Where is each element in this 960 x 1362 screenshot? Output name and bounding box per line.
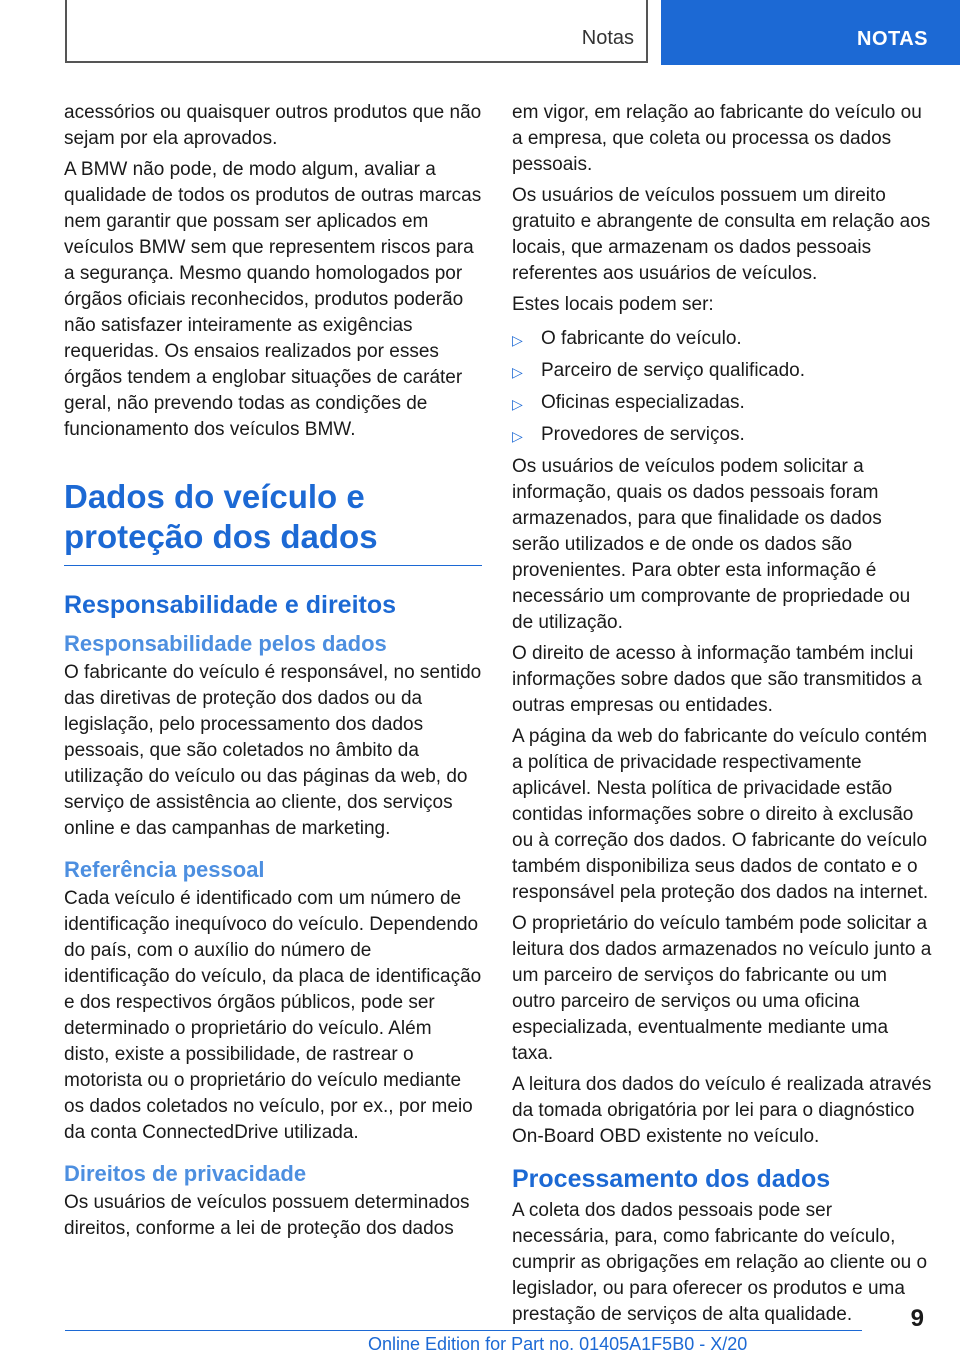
- paragraph: O fabricante do veículo é responsável, no sentido das diretivas de proteção dos dados ou da legislação, pelo processamento dos dados pessoais, que são coletados no âmbito da utilização do veículo ou das páginas da web, do serviço de assistência ao cliente, dos serviços online e das campanhas de marketing.: [64, 662, 482, 839]
- list-item: ▷ Oficinas especializadas.: [512, 390, 932, 416]
- triangle-bullet-icon: ▷: [512, 428, 523, 444]
- paragraph: A BMW não pode, de modo algum, avaliar a qualidade de todos os produtos de outras marcas nem garantir que possam ser aplicados em veículos BMW sem que representem riscos para a segurança. Mesmo quando homologados por órgãos oficiais reconhecidos, produtos poderão não satisfazer inteiramente as exigências requeridas. Os ensaios realizados por esses órgãos tendem a englobar situações de caráter geral, não prevendo todas as condições de funcionamento dos veículos BMW.: [64, 159, 482, 440]
- paragraph: Os usuários de veículos possuem determinados direitos, conforme a lei de proteção dos dados: [64, 1192, 470, 1239]
- paragraph: A leitura dos dados do veículo é realizada através da tomada obrigatória por lei para o diagnóstico On-Board OBD existente no veículo.: [512, 1074, 932, 1147]
- paragraph: O proprietário do veículo também pode solicitar a leitura dos dados armazenados no veículo junto a um parceiro de serviços do fabricante ou um outro parceiro de serviços ou uma oficina especializada, eventualmente mediante uma taxa.: [512, 913, 932, 1064]
- right-column: [512, 100, 932, 1333]
- list-item: ▷ Provedores de serviços.: [512, 422, 932, 448]
- header-chapter-label: NOTAS: [857, 28, 929, 50]
- section-heading: Responsabilidade e direitos: [64, 591, 397, 619]
- footer-divider: [65, 1330, 862, 1331]
- subsection-heading: Referência pessoal: [64, 857, 265, 882]
- paragraph: Os usuários de veículos possuem um direito gratuito e abrangente de consulta em relação aos locais, que armazenam os dados pessoais referentes aos usuários de veículos.: [512, 185, 931, 284]
- bullet-list: [512, 326, 932, 448]
- header-section-label: Notas: [581, 27, 634, 49]
- chapter-heading: Dados do veículo e proteção dos dados: [64, 477, 482, 566]
- list-item: ▷ O fabricante do veículo.: [512, 326, 932, 352]
- triangle-bullet-icon: ▷: [512, 396, 523, 412]
- edition-footer-text: Online Edition for Part no. 01405A1F5B0 - X/20: [368, 1334, 748, 1354]
- paragraph: A página da web do fabricante do veículo contém a política de privacidade respectivamente aplicável. Nesta política de privacidade estão contidas informações sobre o direito à exclusão ou à correção dos dados. O fabricante do veículo também disponibiliza seus dados de contato e o responsável pela proteção dos dados na internet.: [512, 726, 929, 903]
- list-item: ▷ Parceiro de serviço qualificado.: [512, 358, 932, 384]
- left-column: [64, 100, 482, 1247]
- paragraph: Estes locais podem ser:: [512, 294, 714, 315]
- paragraph: em vigor, em relação ao fabricante do veículo ou a empresa, que coleta ou processa os dados pessoais.: [512, 102, 922, 175]
- header-section-box: [65, 0, 648, 63]
- header-chapter-tab: [661, 0, 960, 65]
- subsection-heading: Responsabilidade pelos dados: [64, 631, 387, 656]
- subsection-heading: Direitos de privacidade: [64, 1161, 307, 1186]
- section-heading: Processamento dos dados: [512, 1165, 831, 1193]
- triangle-bullet-icon: ▷: [512, 332, 523, 348]
- page-number: 9: [910, 1305, 924, 1332]
- triangle-bullet-icon: ▷: [512, 364, 523, 380]
- paragraph: Cada veículo é identificado com um número de identificação inequívoco do veículo. Dependendo do país, com o auxílio do número de identificação do veículo, da placa de identificação e dos respectivos órgãos públicos, pode ser determinado o proprietário do veículo. Além disto, existe a possibilidade, de rastrear o motorista ou o proprietário do veículo mediante os dados coletados no veículo, por ex., por meio da conta ConnectedDrive utilizada.: [64, 888, 482, 1143]
- paragraph: acessórios ou quaisquer outros produtos que não sejam por ela aprovados.: [64, 102, 482, 149]
- paragraph: O direito de acesso à informação também inclui informações sobre dados que são transmitidos a outras empresas ou entidades.: [512, 643, 922, 716]
- paragraph: A coleta dos dados pessoais pode ser necessária, para, como fabricante do veículo, cumprir as obrigações em relação ao cliente ou o legislador, ou para oferecer os produtos e uma prestação de serviços de alta qualidade.: [512, 1200, 928, 1325]
- paragraph: Os usuários de veículos podem solicitar a informação, quais os dados pessoais foram armazenados, para que finalidade os dados serão utilizados e de onde os dados são provenientes. Para obter esta informação é necessário um comprovante de propriedade ou de utilização.: [512, 456, 911, 633]
